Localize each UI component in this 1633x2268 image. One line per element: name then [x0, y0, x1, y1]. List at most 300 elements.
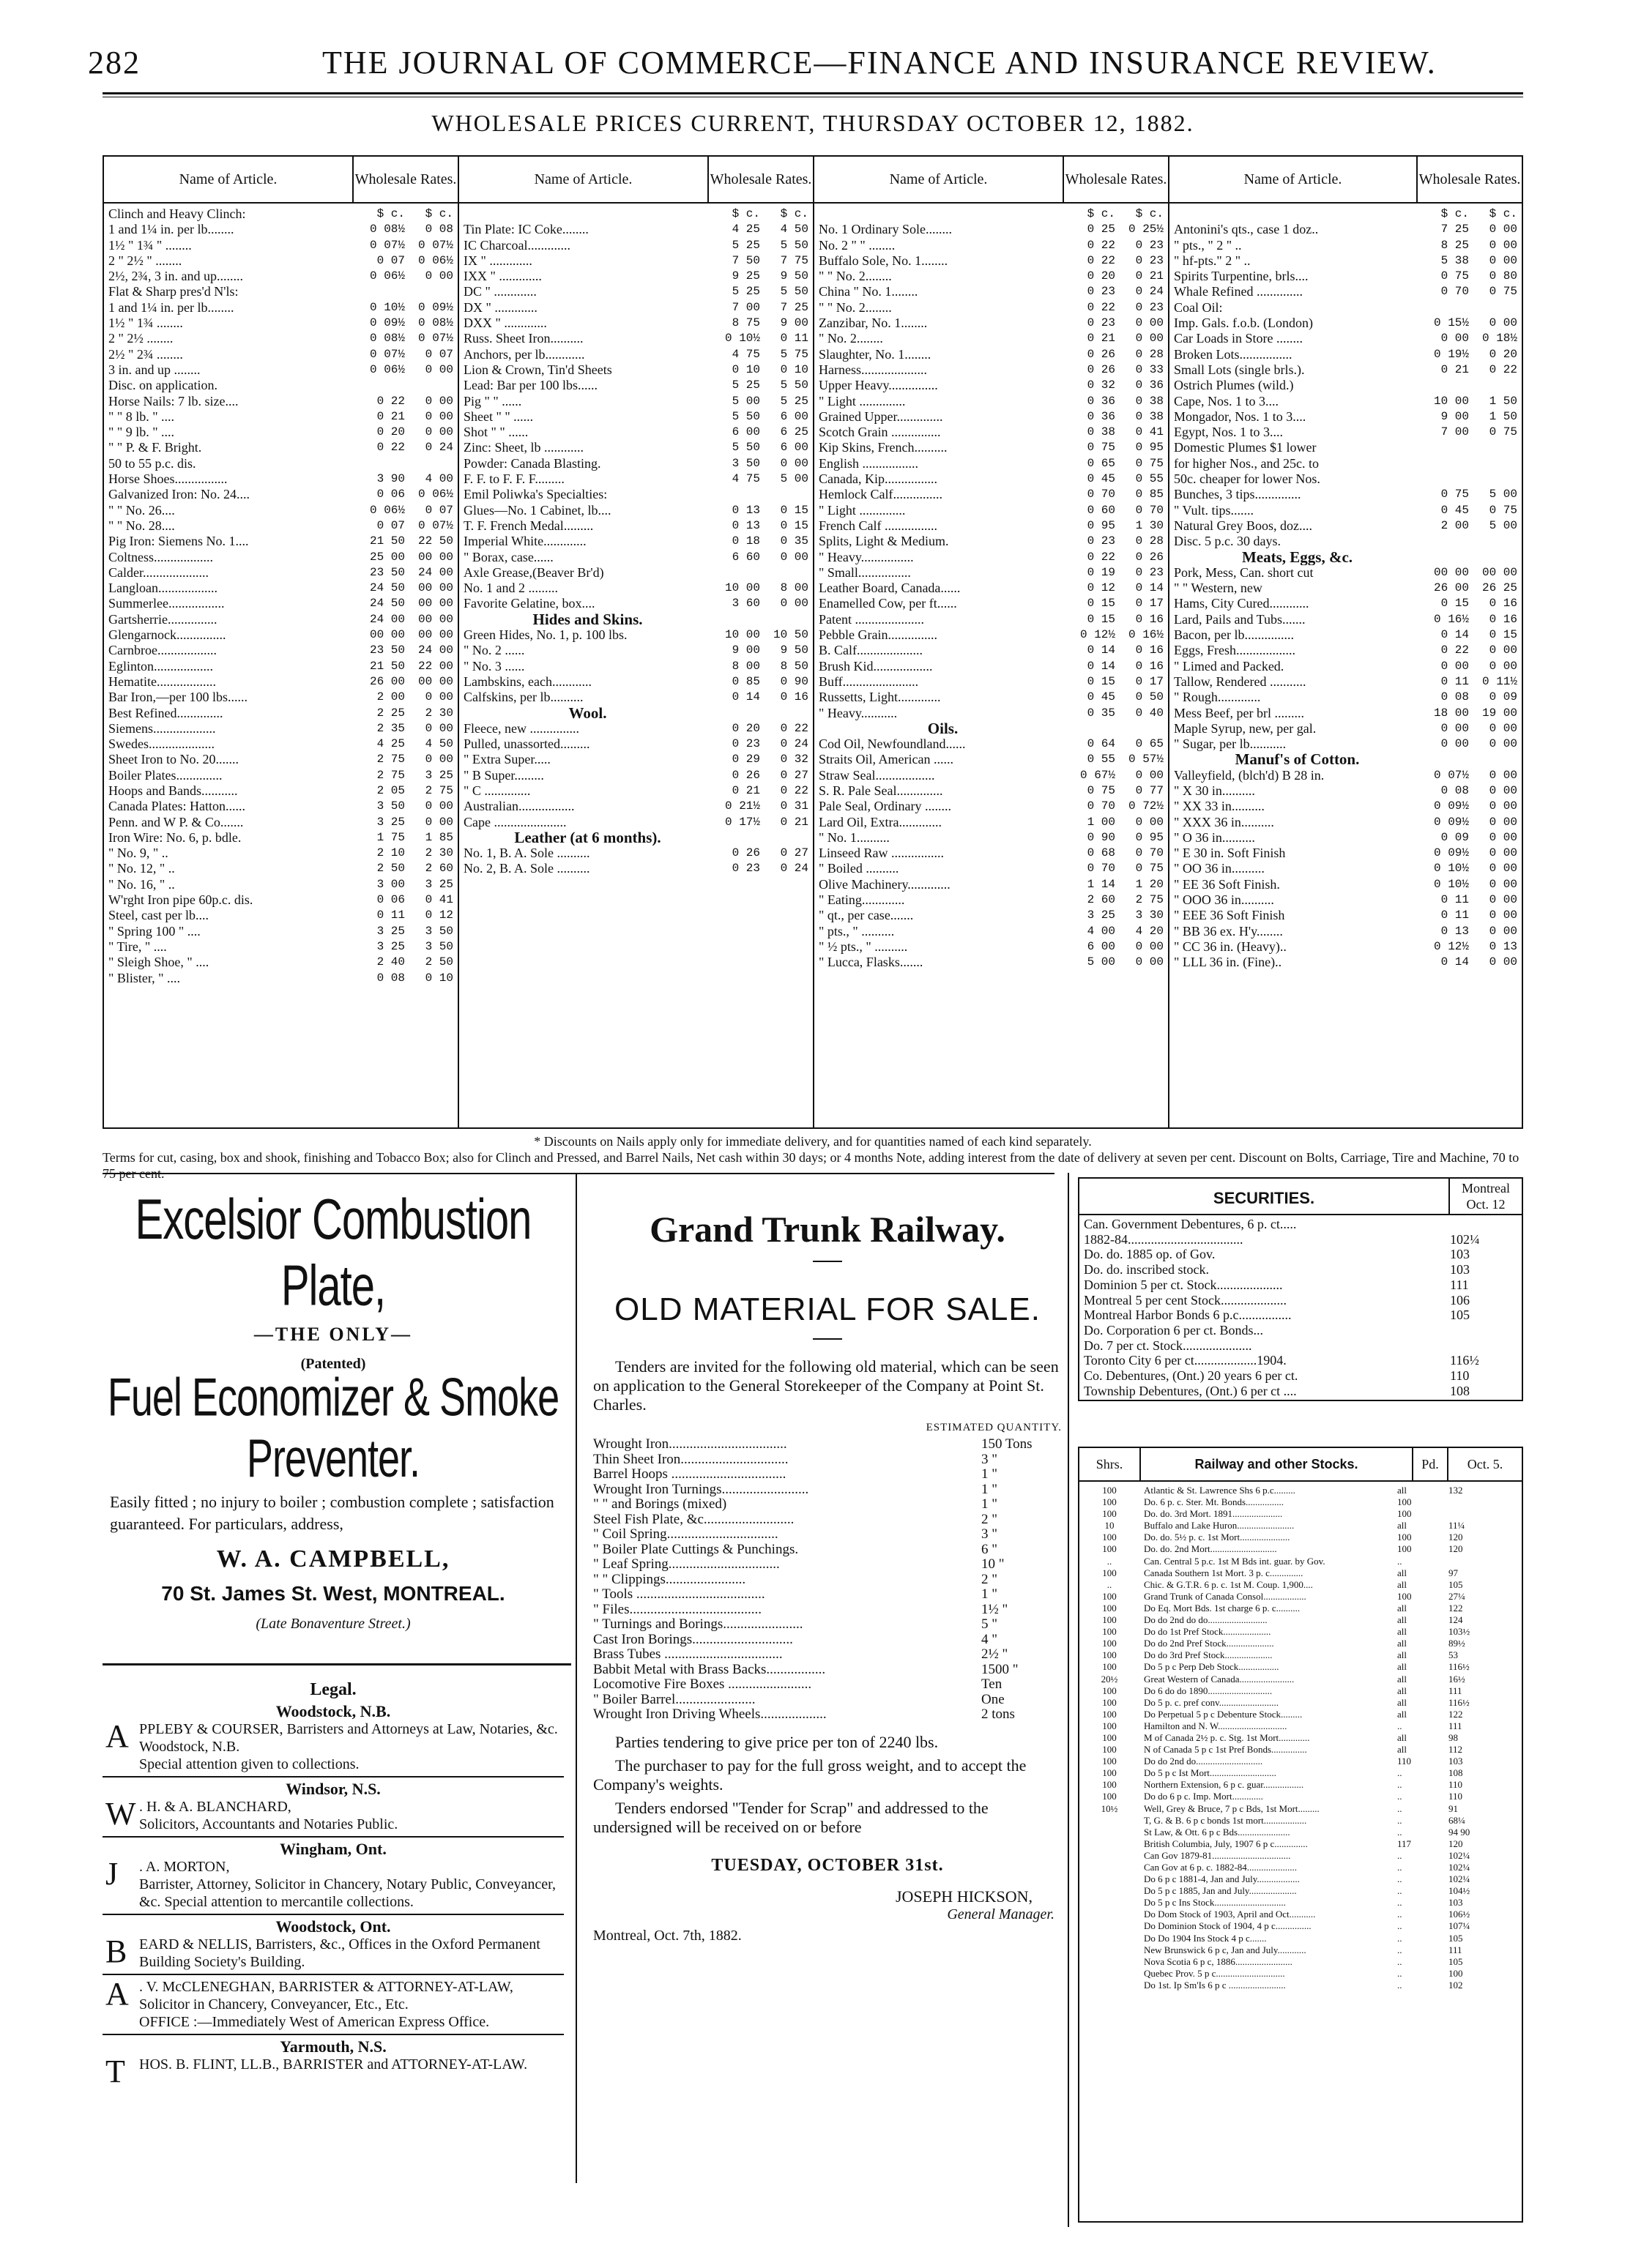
- journal-title: THE JOURNAL OF COMMERCE—FINANCE AND INSURANCE REVIEW.: [322, 45, 1437, 81]
- price-row: [1174, 924, 1517, 939]
- price-row: [1174, 503, 1517, 518]
- stock-price: 107¼: [1448, 1920, 1470, 1932]
- column-header: [1169, 157, 1522, 204]
- rate-low: 0 07: [376, 253, 405, 267]
- rate-low: 4 00: [1087, 924, 1115, 938]
- security-name: Do. do. 1885 op. of Gov.: [1084, 1247, 1216, 1262]
- rate-high: 0 07½: [417, 238, 453, 252]
- article-name: Australian.................: [464, 799, 575, 814]
- article-name: Powder: Canada Blasting.: [464, 455, 601, 471]
- excelsior-body: Easily fitted ; no injury to boiler ; combustion complete ; satisfaction guaranteed. For particulars, address,: [110, 1493, 554, 1533]
- material-row: [593, 1663, 1062, 1678]
- stock-name: Do Eq. Mort Bds. 1st charge 6 p. c..........: [1144, 1602, 1301, 1614]
- price-row: [1174, 721, 1517, 736]
- legal-divider: [103, 1663, 571, 1665]
- rate-high: 0 70: [1135, 846, 1164, 860]
- rate-high: 0 95: [1135, 441, 1164, 455]
- stock-name: Do 6 do do 1890...........................: [1144, 1685, 1273, 1696]
- material-quantity: 5 ": [981, 1616, 998, 1632]
- article-name: Glengarnock...............: [108, 627, 226, 643]
- legal-town: Yarmouth, N.S.: [280, 2037, 387, 2056]
- article-name: " hf-pts." 2 " ..: [1174, 253, 1251, 268]
- rate-high: 0 18½: [1481, 332, 1517, 346]
- stock-name: Great Western of Canada.......................: [1144, 1673, 1295, 1685]
- article-name: Summerlee.................: [108, 596, 225, 611]
- rate-high: 4 00: [425, 472, 453, 486]
- article-name: [1174, 206, 1421, 222]
- article-name: " BB 36 ex. H'y........: [1174, 923, 1283, 939]
- stock-shares: 100: [1102, 1485, 1117, 1496]
- price-row: [819, 690, 1164, 705]
- security-price: 111: [1450, 1277, 1469, 1292]
- stock-shares: 100: [1102, 1496, 1117, 1508]
- price-row: [108, 471, 453, 487]
- article-name: " Spring 100 " ....: [108, 923, 201, 939]
- stock-paid: ..: [1397, 1720, 1402, 1731]
- article-name: Green Hides, No. 1, p. 100 lbs.: [464, 627, 628, 643]
- article-name: Wool.: [568, 705, 607, 721]
- article-name: T. F. French Medal.........: [464, 518, 594, 533]
- stock-shares: [1079, 1885, 1139, 1897]
- article-name: Straits Oil, American ......: [819, 752, 953, 767]
- legal-extra: OFFICE :—Immediately West of American Express Office.: [139, 2014, 490, 2030]
- stock-shares: 100: [1102, 1614, 1117, 1626]
- article-name: Buffalo Sole, No. 1........: [819, 253, 948, 268]
- rate-high: 0 24: [780, 737, 808, 751]
- rate-high: [405, 284, 453, 299]
- price-row: [464, 612, 808, 627]
- rate-high: $ c.: [425, 207, 453, 220]
- article-name: " Light ..............: [819, 393, 906, 409]
- stock-price: 120: [1448, 1532, 1463, 1543]
- stock-paid: ..: [1397, 1555, 1402, 1567]
- rate-low: 0 36: [1087, 394, 1115, 408]
- rate-low: 3 25: [376, 815, 405, 829]
- rate-high: 0 06½: [417, 253, 453, 267]
- rate-high: 0 00: [1489, 893, 1517, 907]
- price-row: [1174, 815, 1517, 830]
- article-name: Emil Poliwka's Specialties:: [464, 487, 608, 502]
- rate-low: 2 75: [376, 768, 405, 782]
- stock-price: 105: [1448, 1578, 1463, 1590]
- rate-low: 0 23: [1087, 285, 1115, 299]
- security-price: 103: [1450, 1247, 1470, 1262]
- stock-name: Do. do. 3rd Mort. 1891.....................: [1144, 1508, 1283, 1520]
- rate-high: 0 00: [780, 456, 808, 470]
- stock-price: 108: [1448, 1767, 1463, 1779]
- rate-high: 0 00: [425, 409, 453, 423]
- rate-high: 0 00: [425, 690, 453, 704]
- security-price: [1444, 1217, 1517, 1232]
- rate-high: 0 09½: [417, 300, 453, 314]
- rate-high: 6 25: [780, 425, 808, 439]
- article-name: " Light ..............: [819, 502, 906, 518]
- article-name: Lard, Pails and Tubs.......: [1174, 611, 1306, 627]
- price-row: [108, 892, 453, 908]
- rate-high: 0 23: [1135, 253, 1164, 267]
- stock-paid: ..: [1397, 1955, 1402, 1967]
- material-row: [593, 1707, 1062, 1723]
- stock-paid: 117: [1397, 1838, 1412, 1849]
- article-name: Tallow, Rendered ...........: [1174, 674, 1306, 689]
- price-row: [1174, 690, 1517, 705]
- shares-header: Shrs.: [1079, 1448, 1141, 1480]
- rate-high: 0 85: [1135, 488, 1164, 501]
- article-name: " OOO 36 in..........: [1174, 892, 1274, 908]
- article-name: " " Western, new: [1174, 581, 1262, 596]
- rate-low: 5 25: [732, 238, 760, 252]
- price-row: [819, 518, 1164, 534]
- rate-low: 0 21½: [724, 799, 760, 813]
- rate-low: 0 14: [1087, 659, 1115, 673]
- rate-low: 0 65: [1087, 456, 1115, 470]
- rate-high: 3 50: [425, 939, 453, 953]
- price-row: [464, 238, 808, 253]
- rate-high: 0 00: [425, 425, 453, 439]
- rate-low: 0 15: [1087, 674, 1115, 688]
- stock-shares: 100: [1102, 1696, 1117, 1708]
- rate-low: 0 45: [1087, 690, 1115, 704]
- rate-low: 0 09½: [369, 316, 405, 330]
- legal-entry: [103, 1798, 564, 1833]
- prices-subtitle: WHOLESALE PRICES CURRENT, THURSDAY OCTOBER 12, 1882.: [431, 110, 1194, 136]
- stock-row: [1079, 1732, 1522, 1744]
- stock-row: [1079, 1720, 1522, 1732]
- rate-low: 0 11: [1440, 674, 1469, 688]
- stock-row: [1079, 1956, 1522, 1968]
- rate-low: 24 50: [369, 597, 405, 611]
- article-name: 2½, 2¾, 3 in. and up........: [108, 269, 243, 284]
- column-rows: [104, 204, 458, 989]
- article-name: Steel, cast per lb....: [108, 908, 209, 923]
- price-row: [464, 440, 808, 455]
- excelsior-only: —THE ONLY—: [253, 1324, 413, 1345]
- stock-name: Do do 6 p c. Imp. Mort.............: [1144, 1791, 1263, 1802]
- stock-paid: all: [1397, 1673, 1407, 1685]
- stocks-date-header: Oct. 5.: [1467, 1456, 1503, 1471]
- rate-low: 9 00: [732, 644, 760, 657]
- rate-low: $ c.: [1087, 207, 1115, 220]
- rate-high: 0 41: [425, 893, 453, 907]
- price-row: [108, 643, 453, 658]
- table-notes: [103, 1133, 1523, 1182]
- stock-paid: all: [1397, 1661, 1407, 1673]
- security-name: Do. 7 per ct. Stock.....................: [1084, 1338, 1252, 1353]
- gtr-intro: Tenders are invited for the following old material, which can be seen on application to the General Storekeeper of the Company at Point St. Charles.: [593, 1357, 1059, 1414]
- rate-low: 21 50: [369, 534, 405, 548]
- stock-shares: [1079, 1909, 1139, 1920]
- price-row: [108, 815, 453, 830]
- rate-low: 10 00: [1433, 394, 1469, 408]
- price-row: [464, 861, 808, 876]
- rate-low: 0 11: [1440, 909, 1469, 922]
- rate-high: 0 00: [1489, 924, 1517, 938]
- price-row: [1174, 596, 1517, 611]
- rate-low: 0 08: [1440, 783, 1469, 797]
- rate-low: 2 50: [376, 862, 405, 876]
- price-row: [464, 222, 808, 237]
- material-row: [593, 1693, 1062, 1708]
- legal-divider: [103, 1836, 564, 1838]
- article-name: " XXX 36 in..........: [1174, 814, 1274, 829]
- article-name: " No. 3 ......: [464, 658, 525, 674]
- stock-price: 120: [1448, 1838, 1463, 1849]
- stock-row: [1079, 1508, 1522, 1520]
- security-name: Township Debentures, (Ont.) 6 per ct ....: [1084, 1383, 1297, 1398]
- stock-name: Do 5 p c Perp Deb Stock.................: [1144, 1661, 1279, 1673]
- rate-high: 0 75: [1135, 862, 1164, 876]
- stock-shares: 100: [1102, 1626, 1117, 1638]
- article-name: " Small................: [819, 564, 911, 580]
- rate-high: 0 21: [780, 815, 808, 829]
- name-header: Name of Article.: [534, 171, 633, 187]
- stock-paid: ..: [1397, 1779, 1402, 1791]
- rate-high: 0 00: [425, 362, 453, 376]
- rate-high: 0 95: [1135, 830, 1164, 844]
- rate-low: 0 35: [1087, 706, 1115, 720]
- price-row: [819, 939, 1164, 955]
- article-name: Linseed Raw ................: [819, 846, 944, 861]
- price-row: [108, 736, 453, 752]
- stock-name: Chic. & G.T.R. 6 p. c. 1st M. Coup. 1,900....: [1144, 1578, 1313, 1590]
- rate-high: 0 15: [780, 518, 808, 532]
- prices-column-2: [459, 157, 814, 1127]
- stock-name: Quebec Prov. 5 p c.............................: [1144, 1967, 1285, 1979]
- article-name: " Tire, " ....: [108, 939, 167, 954]
- security-row: [1084, 1308, 1517, 1323]
- article-name: Pig Iron: Siemens No. 1....: [108, 534, 249, 549]
- material-name: Barrel Hoops .................................: [593, 1467, 786, 1482]
- stocks-table: [1078, 1447, 1523, 2223]
- stock-paid: 100: [1397, 1508, 1412, 1520]
- rate-low: 0 45: [1440, 503, 1469, 517]
- rate-high: 0 16: [780, 690, 808, 704]
- page-number: 282: [88, 45, 141, 81]
- rate-low: 0 22: [1087, 238, 1115, 252]
- stock-price: 97: [1448, 1567, 1458, 1578]
- article-name: Valleyfield, (blch'd) B 28 in.: [1174, 767, 1325, 783]
- rate-high: 0 00: [1135, 939, 1164, 953]
- stock-paid: ..: [1397, 1967, 1402, 1979]
- price-row: [1174, 316, 1517, 331]
- material-row: [593, 1497, 1062, 1512]
- article-name: S. R. Pale Seal..............: [819, 783, 943, 798]
- stock-row: [1079, 1496, 1522, 1508]
- prices-column-1: [104, 157, 459, 1127]
- legal-text: . H. & A. BLANCHARD,: [139, 1799, 291, 1815]
- stock-row: [1079, 1885, 1522, 1897]
- rate-high: 8 50: [780, 659, 808, 673]
- price-row: [819, 830, 1164, 846]
- article-name: Domestic Plumes $1 lower: [1174, 440, 1317, 455]
- article-name: Carnbroe..................: [108, 643, 217, 658]
- stock-name: Can Gov at 6 p. c. 1882-84.....................: [1144, 1862, 1298, 1873]
- price-row: [108, 752, 453, 767]
- rate-high: 5 00: [780, 472, 808, 486]
- article-name: English .................: [819, 455, 919, 471]
- column-divider-left: [576, 1173, 577, 2183]
- price-row: [108, 206, 453, 222]
- rate-low: [712, 565, 760, 581]
- rate-high: [760, 487, 808, 502]
- rate-low: 0 15: [1087, 612, 1115, 626]
- article-name: Imperial White.............: [464, 534, 587, 549]
- price-row: [108, 924, 453, 939]
- article-name: " No. 2........: [819, 331, 883, 346]
- stock-name: M of Canada 2½ p. c. Stg. 1st Mort.............: [1144, 1731, 1310, 1743]
- price-row: [1174, 425, 1517, 440]
- rate-high: 8 00: [780, 581, 808, 595]
- stock-paid: all: [1397, 1649, 1407, 1661]
- stock-shares: [1079, 1850, 1139, 1862]
- campbell-address: 70 St. James St. West, MONTREAL.: [161, 1582, 505, 1605]
- stock-shares: 10½: [1101, 1802, 1118, 1814]
- rate-low: 00 00: [369, 628, 405, 642]
- article-name: No. 1 Ordinary Sole........: [819, 222, 952, 237]
- article-name: Axle Grease,(Beaver Br'd): [464, 564, 604, 580]
- rate-high: 0 00: [1489, 737, 1517, 751]
- rate-low: 0 13: [1440, 924, 1469, 938]
- article-name: " LLL 36 in. (Fine)..: [1174, 955, 1282, 970]
- article-name: " Rough.............: [1174, 690, 1261, 705]
- rate-low: 0 20: [1087, 269, 1115, 283]
- price-row: [464, 674, 808, 690]
- stock-price: 116½: [1448, 1696, 1470, 1708]
- note-terms: Terms for cut, casing, box and shook, finishing and Tobacco Box; also for Clinch and Pressed, and Barrel Nails, Net cash within 30 days; or 4 months Note, adding interest from the date of delivery at seven per cent. Discount on Bolts, Carriage, Tire and Machine, 70 to 75 per cent.: [103, 1150, 1519, 1181]
- stock-row: [1079, 1649, 1522, 1661]
- price-row: [819, 503, 1164, 518]
- price-row: [1174, 612, 1517, 627]
- rate-high: [760, 612, 808, 627]
- rate-high: 0 00: [1489, 768, 1517, 782]
- article-name: Tin Plate: IC Coke........: [464, 222, 589, 237]
- rate-low: 5 00: [1087, 955, 1115, 969]
- rate-low: 0 22: [1087, 253, 1115, 267]
- price-row: [464, 690, 808, 705]
- price-row: [819, 659, 1164, 674]
- price-row: [464, 394, 808, 409]
- stock-name: Atlantic & St. Lawrence Shs 6 p.c.........: [1144, 1485, 1295, 1496]
- legal-entry: [103, 1978, 564, 2031]
- article-name: Horse Nails: 7 lb. size....: [108, 393, 239, 409]
- stock-name: Grand Trunk of Canada Consol..................: [1144, 1590, 1306, 1602]
- price-row: [464, 643, 808, 658]
- price-row: [108, 440, 453, 455]
- stock-row: [1079, 1779, 1522, 1791]
- rate-high: 0 00: [425, 815, 453, 829]
- stock-shares: [1079, 1933, 1139, 1944]
- rate-low: 3 25: [376, 939, 405, 953]
- rate-high: 0 08: [425, 223, 453, 236]
- stock-price: 103: [1448, 1756, 1463, 1767]
- rate-low: 0 06½: [369, 269, 405, 283]
- article-name: " " 8 lb. " ....: [108, 409, 175, 424]
- stock-price: 100: [1448, 1967, 1463, 1979]
- rate-low: 8 75: [732, 316, 760, 330]
- rate-low: 2 75: [376, 753, 405, 766]
- price-row: [819, 316, 1164, 331]
- rate-high: 1 50: [1489, 409, 1517, 423]
- rate-low: 0 70: [1087, 488, 1115, 501]
- material-row: [593, 1512, 1062, 1528]
- material-name: Babbit Metal with Brass Backs.................: [593, 1662, 826, 1677]
- article-name: Leather (at 6 months).: [514, 829, 661, 846]
- security-price: 103: [1450, 1262, 1470, 1277]
- rate-low: 0 26: [732, 846, 760, 860]
- stock-paid: ..: [1397, 1944, 1402, 1955]
- rate-high: 0 06½: [417, 488, 453, 501]
- price-row: [1174, 331, 1517, 346]
- rate-low: 0 15: [1087, 597, 1115, 611]
- rate-low: 18 00: [1433, 706, 1469, 720]
- article-name: Brush Kid..................: [819, 658, 933, 674]
- article-name: Small Lots (single brls.).: [1174, 362, 1305, 377]
- price-row: [464, 830, 808, 846]
- stock-price: 91: [1448, 1802, 1458, 1814]
- stock-paid: 100: [1397, 1543, 1412, 1555]
- security-row: [1084, 1247, 1517, 1262]
- article-name: " Sugar, per lb...........: [1174, 736, 1287, 752]
- legal-divider: [103, 1776, 564, 1778]
- article-name: Pale Seal, Ordinary ........: [819, 799, 951, 814]
- rate-low: 24 00: [369, 612, 405, 626]
- stock-shares: 100: [1102, 1744, 1117, 1756]
- rate-low: 0 16½: [1433, 612, 1469, 626]
- price-row: [819, 846, 1164, 861]
- rate-high: 0 25½: [1128, 223, 1164, 236]
- price-row: [108, 706, 453, 721]
- rate-low: 1 75: [376, 830, 405, 844]
- stock-shares: [1079, 1838, 1139, 1850]
- price-row: [108, 362, 453, 378]
- price-row: [1174, 471, 1517, 487]
- material-name: " Turnings and Borings.......................: [593, 1617, 803, 1632]
- article-name: " No. 16, " ..: [108, 876, 175, 892]
- security-name: Do. Corporation 6 per ct. Bonds...: [1084, 1322, 1263, 1338]
- price-row: [464, 550, 808, 565]
- rate-high: 0 00: [1135, 316, 1164, 330]
- price-row: [1174, 830, 1517, 846]
- rate-low: 0 20: [376, 425, 405, 439]
- rate-low: 23 50: [369, 565, 405, 579]
- rate-low: 0 10½: [369, 300, 405, 314]
- rate-high: 2 75: [1135, 893, 1164, 907]
- article-name: " Borax, case......: [464, 549, 554, 564]
- stock-paid: all: [1397, 1638, 1407, 1649]
- rate-high: 0 17: [1135, 674, 1164, 688]
- article-name: " Eating.............: [819, 892, 905, 908]
- price-row: [464, 471, 808, 487]
- article-name: " No. 12, " ..: [108, 861, 175, 876]
- article-name: Boiler Plates..............: [108, 767, 223, 783]
- legal-section: [103, 1676, 564, 2089]
- material-row: [593, 1633, 1062, 1648]
- price-row: [464, 846, 808, 861]
- price-row: [108, 908, 453, 923]
- rate-high: 5 00: [1489, 518, 1517, 532]
- stocks-header: [1079, 1448, 1522, 1482]
- rate-low: [712, 706, 760, 721]
- rate-low: 3 25: [376, 924, 405, 938]
- price-row: [1174, 378, 1517, 393]
- stock-price: 102: [1448, 1979, 1463, 1991]
- price-row: [108, 861, 453, 876]
- price-row: [819, 550, 1164, 565]
- material-quantity: 4 ": [981, 1631, 998, 1647]
- price-row: [819, 440, 1164, 455]
- price-row: [108, 300, 453, 316]
- rate-low: 0 22: [376, 394, 405, 408]
